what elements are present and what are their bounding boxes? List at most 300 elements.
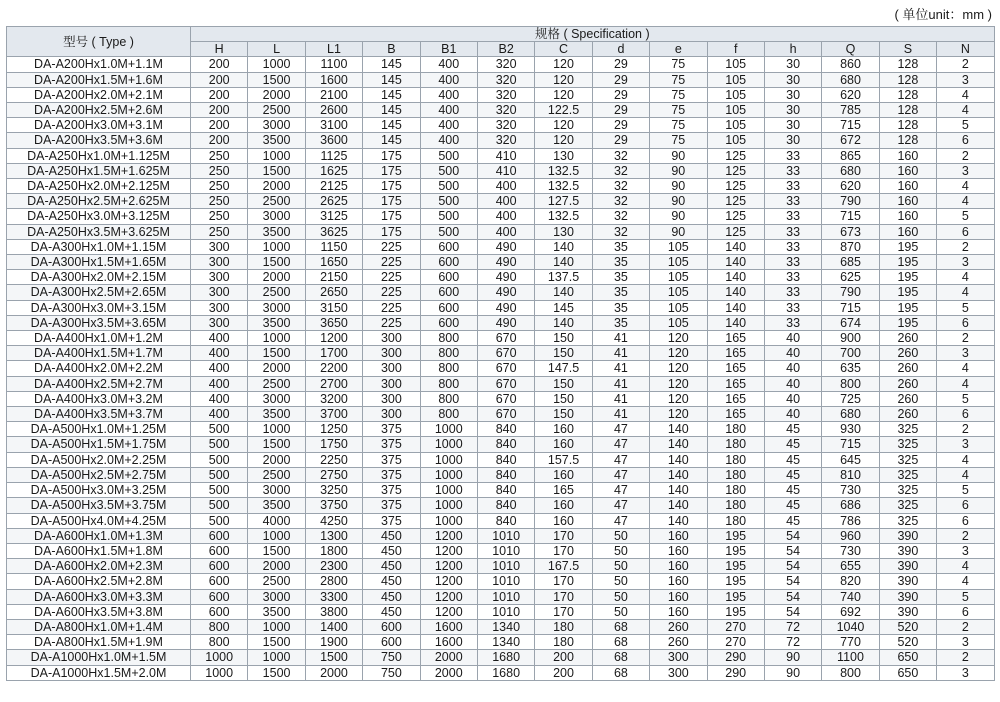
value-cell-n: 4 [937, 574, 995, 589]
value-cell-d: 41 [592, 346, 649, 361]
value-cell-d: 32 [592, 163, 649, 178]
value-cell-c: 140 [535, 239, 592, 254]
value-cell-l: 3500 [248, 407, 305, 422]
model-cell: DA-A250Hx3.0M+3.125M [7, 209, 191, 224]
value-cell-b2: 670 [477, 376, 534, 391]
value-cell-h: 300 [191, 270, 248, 285]
value-cell-s: 160 [879, 179, 936, 194]
table-row [7, 528, 995, 543]
value-cell-f: 165 [707, 331, 764, 346]
value-cell-d: 29 [592, 72, 649, 87]
value-cell-b: 300 [363, 331, 420, 346]
value-cell-s: 520 [879, 635, 936, 650]
value-cell-l1: 1700 [305, 346, 362, 361]
value-cell-c: 170 [535, 604, 592, 619]
model-cell: DA-A500Hx3.5M+3.75M [7, 498, 191, 513]
value-cell-b: 175 [363, 163, 420, 178]
table-body [7, 57, 995, 680]
value-cell-n: 5 [937, 209, 995, 224]
value-cell-h: 400 [191, 361, 248, 376]
value-cell-q: 715 [822, 209, 879, 224]
value-cell-e: 90 [650, 179, 707, 194]
value-cell-l: 2500 [248, 376, 305, 391]
value-cell-h: 400 [191, 391, 248, 406]
value-cell-b: 375 [363, 422, 420, 437]
value-cell-l: 2000 [248, 361, 305, 376]
value-cell-b: 175 [363, 209, 420, 224]
value-cell-h: 400 [191, 346, 248, 361]
value-cell-l: 3500 [248, 133, 305, 148]
model-cell: DA-A400Hx3.0M+3.2M [7, 391, 191, 406]
value-cell-b1: 800 [420, 391, 477, 406]
value-cell-d: 50 [592, 528, 649, 543]
value-cell-l: 3000 [248, 209, 305, 224]
value-cell-n: 4 [937, 452, 995, 467]
value-cell-f: 105 [707, 133, 764, 148]
value-cell-b2: 400 [477, 179, 534, 194]
value-cell-b2: 320 [477, 118, 534, 133]
model-cell: DA-A300Hx1.0M+1.15M [7, 239, 191, 254]
value-cell-l: 1000 [248, 619, 305, 634]
value-cell-s: 128 [879, 133, 936, 148]
value-cell-q: 655 [822, 559, 879, 574]
value-cell-f: 180 [707, 437, 764, 452]
value-cell-c: 180 [535, 619, 592, 634]
value-cell-l1: 2650 [305, 285, 362, 300]
model-cell: DA-A800Hx1.0M+1.4M [7, 619, 191, 634]
value-cell-e: 90 [650, 148, 707, 163]
value-cell-n: 3 [937, 665, 995, 680]
value-cell-l: 1000 [248, 650, 305, 665]
value-cell-b1: 500 [420, 194, 477, 209]
value-cell-b: 450 [363, 528, 420, 543]
value-cell-h: 500 [191, 498, 248, 513]
model-cell: DA-A1000Hx1.5M+2.0M [7, 665, 191, 680]
value-cell-b2: 840 [477, 422, 534, 437]
table-row [7, 422, 995, 437]
value-cell-c: 132.5 [535, 163, 592, 178]
value-cell-s: 195 [879, 270, 936, 285]
value-cell-l: 3000 [248, 483, 305, 498]
value-cell-h: 600 [191, 559, 248, 574]
value-cell-d: 50 [592, 589, 649, 604]
table-row [7, 391, 995, 406]
value-cell-e: 260 [650, 635, 707, 650]
value-cell-b2: 400 [477, 224, 534, 239]
value-cell-c: 120 [535, 72, 592, 87]
value-cell-l1: 2200 [305, 361, 362, 376]
value-cell-b2: 670 [477, 346, 534, 361]
value-cell-e: 120 [650, 346, 707, 361]
value-cell-f: 270 [707, 619, 764, 634]
value-cell-h: 40 [764, 331, 821, 346]
model-cell: DA-A600Hx3.0M+3.3M [7, 589, 191, 604]
value-cell-d: 32 [592, 194, 649, 209]
value-cell-b: 450 [363, 604, 420, 619]
value-cell-l: 2000 [248, 179, 305, 194]
value-cell-s: 325 [879, 513, 936, 528]
value-cell-b1: 500 [420, 163, 477, 178]
value-cell-f: 165 [707, 376, 764, 391]
value-cell-c: 170 [535, 574, 592, 589]
value-cell-l1: 3650 [305, 315, 362, 330]
value-cell-c: 200 [535, 650, 592, 665]
value-cell-l1: 2800 [305, 574, 362, 589]
value-cell-h: 45 [764, 498, 821, 513]
value-cell-e: 90 [650, 163, 707, 178]
value-cell-d: 50 [592, 559, 649, 574]
value-cell-h: 33 [764, 255, 821, 270]
value-cell-e: 140 [650, 452, 707, 467]
value-cell-b1: 800 [420, 331, 477, 346]
table-row [7, 315, 995, 330]
value-cell-q: 1100 [822, 650, 879, 665]
value-cell-q: 680 [822, 72, 879, 87]
value-cell-b1: 400 [420, 57, 477, 72]
value-cell-b1: 1200 [420, 604, 477, 619]
value-cell-s: 260 [879, 391, 936, 406]
model-cell: DA-A300Hx2.0M+2.15M [7, 270, 191, 285]
value-cell-s: 195 [879, 239, 936, 254]
value-cell-b1: 600 [420, 285, 477, 300]
value-cell-e: 105 [650, 285, 707, 300]
value-cell-n: 5 [937, 391, 995, 406]
table-row [7, 87, 995, 102]
value-cell-b2: 1010 [477, 543, 534, 558]
value-cell-s: 128 [879, 87, 936, 102]
value-cell-d: 29 [592, 133, 649, 148]
value-cell-h: 33 [764, 224, 821, 239]
table-row [7, 179, 995, 194]
value-cell-c: 160 [535, 498, 592, 513]
value-cell-d: 35 [592, 239, 649, 254]
value-cell-c: 160 [535, 437, 592, 452]
value-cell-f: 165 [707, 407, 764, 422]
value-cell-b: 175 [363, 224, 420, 239]
value-cell-d: 50 [592, 604, 649, 619]
table-row [7, 483, 995, 498]
value-cell-l1: 2100 [305, 87, 362, 102]
value-cell-f: 140 [707, 270, 764, 285]
value-cell-l1: 4250 [305, 513, 362, 528]
value-cell-l1: 3625 [305, 224, 362, 239]
table-row [7, 148, 995, 163]
table-row [7, 163, 995, 178]
value-cell-b: 225 [363, 270, 420, 285]
value-cell-c: 122.5 [535, 103, 592, 118]
value-cell-b: 300 [363, 407, 420, 422]
value-cell-h: 33 [764, 194, 821, 209]
value-cell-s: 160 [879, 163, 936, 178]
value-cell-b2: 320 [477, 87, 534, 102]
value-cell-h: 200 [191, 133, 248, 148]
value-cell-q: 730 [822, 483, 879, 498]
value-cell-h: 1000 [191, 650, 248, 665]
table-row [7, 513, 995, 528]
value-cell-h: 400 [191, 376, 248, 391]
value-cell-h: 40 [764, 407, 821, 422]
value-cell-b2: 490 [477, 255, 534, 270]
value-cell-q: 715 [822, 300, 879, 315]
value-cell-n: 2 [937, 57, 995, 72]
value-cell-n: 6 [937, 315, 995, 330]
value-cell-b: 375 [363, 467, 420, 482]
value-cell-q: 790 [822, 194, 879, 209]
value-cell-b: 300 [363, 391, 420, 406]
value-cell-b: 145 [363, 133, 420, 148]
value-cell-b: 750 [363, 650, 420, 665]
value-cell-f: 125 [707, 194, 764, 209]
value-cell-b1: 2000 [420, 650, 477, 665]
value-cell-f: 290 [707, 650, 764, 665]
column-header-b1: B1 [420, 42, 477, 57]
value-cell-c: 200 [535, 665, 592, 680]
value-cell-s: 520 [879, 619, 936, 634]
value-cell-l: 1000 [248, 528, 305, 543]
model-cell: DA-A600Hx2.0M+2.3M [7, 559, 191, 574]
value-cell-n: 4 [937, 103, 995, 118]
value-cell-b: 175 [363, 179, 420, 194]
value-cell-d: 29 [592, 118, 649, 133]
value-cell-b1: 600 [420, 315, 477, 330]
model-cell: DA-A200Hx3.5M+3.6M [7, 133, 191, 148]
value-cell-h: 250 [191, 194, 248, 209]
value-cell-q: 930 [822, 422, 879, 437]
value-cell-q: 900 [822, 331, 879, 346]
value-cell-n: 4 [937, 361, 995, 376]
value-cell-d: 68 [592, 665, 649, 680]
column-header-q: Q [822, 42, 879, 57]
value-cell-d: 47 [592, 498, 649, 513]
value-cell-b2: 1680 [477, 650, 534, 665]
value-cell-d: 47 [592, 467, 649, 482]
value-cell-b1: 600 [420, 239, 477, 254]
value-cell-b: 450 [363, 574, 420, 589]
value-cell-c: 170 [535, 589, 592, 604]
value-cell-f: 140 [707, 300, 764, 315]
value-cell-b1: 800 [420, 361, 477, 376]
value-cell-l: 2500 [248, 103, 305, 118]
value-cell-l1: 2000 [305, 665, 362, 680]
value-cell-l1: 1750 [305, 437, 362, 452]
value-cell-s: 390 [879, 559, 936, 574]
value-cell-s: 128 [879, 57, 936, 72]
value-cell-e: 300 [650, 650, 707, 665]
value-cell-f: 195 [707, 528, 764, 543]
value-cell-b: 300 [363, 361, 420, 376]
model-cell: DA-A800Hx1.5M+1.9M [7, 635, 191, 650]
value-cell-l1: 3300 [305, 589, 362, 604]
value-cell-c: 140 [535, 315, 592, 330]
value-cell-h: 600 [191, 543, 248, 558]
value-cell-e: 160 [650, 528, 707, 543]
value-cell-q: 820 [822, 574, 879, 589]
value-cell-l1: 3125 [305, 209, 362, 224]
value-cell-q: 800 [822, 376, 879, 391]
value-cell-b2: 410 [477, 148, 534, 163]
value-cell-h: 500 [191, 467, 248, 482]
value-cell-h: 33 [764, 239, 821, 254]
value-cell-f: 165 [707, 346, 764, 361]
value-cell-b1: 500 [420, 209, 477, 224]
value-cell-n: 4 [937, 194, 995, 209]
value-cell-b: 225 [363, 315, 420, 330]
value-cell-l: 3000 [248, 589, 305, 604]
value-cell-e: 75 [650, 72, 707, 87]
value-cell-b1: 1200 [420, 528, 477, 543]
value-cell-q: 800 [822, 665, 879, 680]
value-cell-l: 1000 [248, 422, 305, 437]
value-cell-c: 150 [535, 407, 592, 422]
value-cell-q: 674 [822, 315, 879, 330]
table-row [7, 224, 995, 239]
value-cell-b2: 1340 [477, 635, 534, 650]
value-cell-f: 105 [707, 57, 764, 72]
value-cell-h: 250 [191, 224, 248, 239]
value-cell-l1: 1250 [305, 422, 362, 437]
value-cell-q: 1040 [822, 619, 879, 634]
value-cell-d: 41 [592, 407, 649, 422]
value-cell-h: 54 [764, 604, 821, 619]
value-cell-h: 200 [191, 57, 248, 72]
model-cell: DA-A250Hx1.0M+1.125M [7, 148, 191, 163]
value-cell-q: 790 [822, 285, 879, 300]
value-cell-c: 120 [535, 57, 592, 72]
value-cell-b2: 490 [477, 315, 534, 330]
value-cell-l1: 2150 [305, 270, 362, 285]
value-cell-n: 3 [937, 72, 995, 87]
table-row [7, 361, 995, 376]
value-cell-l: 1000 [248, 331, 305, 346]
value-cell-b1: 1000 [420, 452, 477, 467]
model-cell: DA-A500Hx2.5M+2.75M [7, 467, 191, 482]
value-cell-b: 375 [363, 437, 420, 452]
value-cell-d: 47 [592, 422, 649, 437]
value-cell-f: 125 [707, 179, 764, 194]
value-cell-s: 390 [879, 574, 936, 589]
value-cell-l1: 2750 [305, 467, 362, 482]
value-cell-l: 1500 [248, 665, 305, 680]
value-cell-e: 140 [650, 437, 707, 452]
value-cell-l: 2500 [248, 194, 305, 209]
value-cell-h: 45 [764, 452, 821, 467]
value-cell-b: 300 [363, 376, 420, 391]
value-cell-c: 170 [535, 543, 592, 558]
value-cell-s: 160 [879, 148, 936, 163]
value-cell-n: 2 [937, 650, 995, 665]
value-cell-l: 3000 [248, 300, 305, 315]
value-cell-h: 200 [191, 87, 248, 102]
value-cell-h: 40 [764, 361, 821, 376]
value-cell-h: 72 [764, 619, 821, 634]
value-cell-s: 390 [879, 589, 936, 604]
value-cell-h: 600 [191, 604, 248, 619]
value-cell-h: 33 [764, 163, 821, 178]
value-cell-c: 160 [535, 467, 592, 482]
value-cell-b1: 2000 [420, 665, 477, 680]
table-row [7, 255, 995, 270]
value-cell-h: 300 [191, 285, 248, 300]
value-cell-d: 41 [592, 391, 649, 406]
value-cell-h: 200 [191, 103, 248, 118]
value-cell-s: 160 [879, 224, 936, 239]
value-cell-b1: 1600 [420, 619, 477, 634]
value-cell-l1: 1500 [305, 650, 362, 665]
value-cell-e: 160 [650, 589, 707, 604]
value-cell-b2: 1340 [477, 619, 534, 634]
value-cell-d: 32 [592, 224, 649, 239]
table-row [7, 72, 995, 87]
value-cell-b2: 840 [477, 483, 534, 498]
table-row [7, 635, 995, 650]
value-cell-h: 500 [191, 513, 248, 528]
model-cell: DA-A300Hx2.5M+2.65M [7, 285, 191, 300]
value-cell-b2: 1010 [477, 589, 534, 604]
table-row [7, 619, 995, 634]
value-cell-b1: 500 [420, 148, 477, 163]
value-cell-q: 680 [822, 163, 879, 178]
specification-header: 规格 ( Specification ) [191, 27, 995, 42]
value-cell-f: 140 [707, 315, 764, 330]
column-header-f: f [707, 42, 764, 57]
value-cell-e: 75 [650, 87, 707, 102]
value-cell-f: 140 [707, 285, 764, 300]
value-cell-b: 750 [363, 665, 420, 680]
value-cell-l1: 1400 [305, 619, 362, 634]
value-cell-d: 35 [592, 255, 649, 270]
model-cell: DA-A500Hx1.5M+1.75M [7, 437, 191, 452]
value-cell-h: 600 [191, 589, 248, 604]
table-row [7, 437, 995, 452]
model-cell: DA-A300Hx3.0M+3.15M [7, 300, 191, 315]
table-row [7, 665, 995, 680]
model-cell: DA-A250Hx2.5M+2.625M [7, 194, 191, 209]
value-cell-c: 157.5 [535, 452, 592, 467]
value-cell-b2: 1680 [477, 665, 534, 680]
value-cell-b: 600 [363, 619, 420, 634]
value-cell-b1: 1000 [420, 437, 477, 452]
value-cell-n: 2 [937, 148, 995, 163]
value-cell-l1: 3150 [305, 300, 362, 315]
value-cell-d: 35 [592, 315, 649, 330]
value-cell-e: 140 [650, 467, 707, 482]
value-cell-q: 620 [822, 87, 879, 102]
value-cell-f: 180 [707, 467, 764, 482]
value-cell-h: 45 [764, 437, 821, 452]
value-cell-f: 180 [707, 452, 764, 467]
table-row [7, 467, 995, 482]
value-cell-e: 105 [650, 270, 707, 285]
value-cell-h: 40 [764, 346, 821, 361]
value-cell-c: 170 [535, 528, 592, 543]
value-cell-n: 5 [937, 118, 995, 133]
value-cell-b: 225 [363, 285, 420, 300]
value-cell-s: 260 [879, 346, 936, 361]
value-cell-e: 75 [650, 57, 707, 72]
value-cell-c: 127.5 [535, 194, 592, 209]
value-cell-q: 685 [822, 255, 879, 270]
model-cell: DA-A250Hx3.5M+3.625M [7, 224, 191, 239]
value-cell-l1: 2300 [305, 559, 362, 574]
specification-table [6, 26, 995, 681]
value-cell-l1: 1600 [305, 72, 362, 87]
value-cell-l: 3500 [248, 604, 305, 619]
value-cell-f: 140 [707, 239, 764, 254]
value-cell-q: 625 [822, 270, 879, 285]
value-cell-h: 300 [191, 239, 248, 254]
value-cell-l1: 2625 [305, 194, 362, 209]
value-cell-c: 160 [535, 513, 592, 528]
